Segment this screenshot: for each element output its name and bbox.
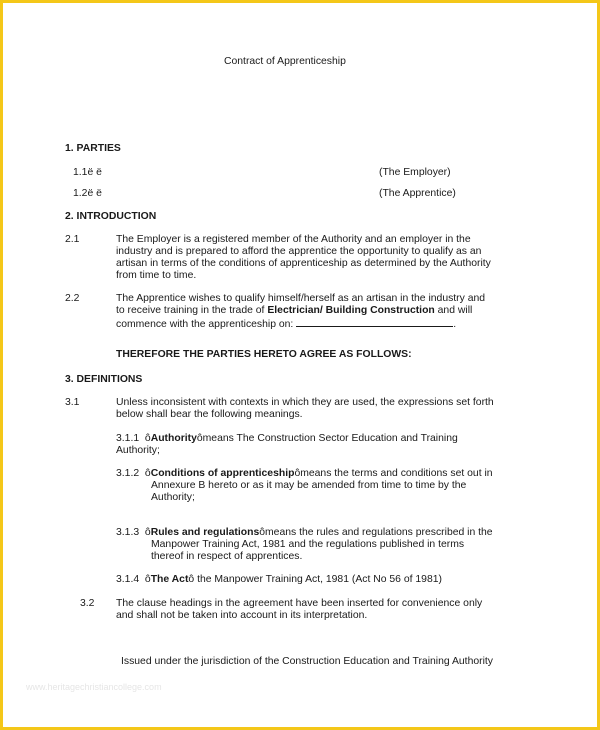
watermark: www.heritagechristiancollege.com	[26, 682, 162, 692]
definition-term: Rules and regulations	[150, 527, 260, 538]
definition-authority	[116, 433, 458, 445]
definition-text: ômeans The Construction Sector Education and Training	[196, 433, 458, 444]
definition-number: 3.1.3	[116, 527, 140, 538]
clause-3-1-line: Unless inconsistent with contexts in which they are used, the expressions set forth	[116, 397, 494, 408]
party-1-number: 1.1ë ë	[73, 167, 102, 178]
party-1-role: (The Employer)	[379, 167, 451, 178]
clause-2-2-line: The Apprentice wishes to qualify himself/herself as an artisan in the industry and	[116, 293, 486, 304]
quote-mark: ô	[144, 527, 151, 538]
clause-3-1-line: below shall bear the following meanings.	[116, 409, 303, 420]
clause-3-1-number: 3.1	[65, 397, 80, 408]
definition-rules	[116, 527, 493, 539]
clause-2-2-text: commence with the apprenticeship on:	[116, 319, 297, 330]
document-title: Contract of Apprenticeship	[224, 56, 346, 67]
definition-text-line: Authority;	[151, 492, 195, 503]
quote-mark: ô	[144, 468, 151, 479]
section-heading-parties: 1. PARTIES	[65, 143, 121, 154]
definition-number: 3.1.2	[116, 468, 140, 479]
clause-2-2-line	[116, 305, 472, 317]
clause-2-2-text: .	[453, 319, 457, 330]
definition-text-line: Annexure B hereto or as it may be amended from time to time by the	[151, 480, 467, 491]
commencement-date-blank[interactable]	[296, 317, 453, 327]
definition-text-line: Manpower Training Act, 1981 and the regulations published in terms	[151, 539, 465, 550]
definition-act	[116, 574, 442, 586]
quote-mark: ô	[144, 433, 151, 444]
clause-2-2-text: to receive training in the trade of	[116, 305, 268, 316]
issued-under-footer: Issued under the jurisdiction of the Construction Education and Training Authority	[121, 656, 493, 667]
clause-2-2-number: 2.2	[65, 293, 80, 304]
definition-number: 3.1.4	[116, 574, 140, 585]
definition-number: 3.1.1	[116, 433, 140, 444]
clause-2-1-number: 2.1	[65, 234, 80, 245]
document-page	[3, 3, 597, 727]
trade-name: Electrician/ Building Construction	[267, 305, 435, 316]
clause-3-2-line: and shall not be taken into account in its interpretation.	[116, 610, 368, 621]
definition-term: Conditions of apprenticeship	[150, 468, 295, 479]
clause-2-2-text: and will	[434, 305, 473, 316]
clause-3-2-number: 3.2	[80, 598, 95, 609]
clause-2-1-line: artisan in terms of the conditions of apprenticeship as determined by the Authority	[116, 258, 491, 269]
clause-2-1-line: from time to time.	[116, 270, 197, 281]
clause-2-1-line: The Employer is a registered member of the Authority and an employer in the	[116, 234, 471, 245]
definition-text: ômeans the rules and regulations prescribed in the	[259, 527, 493, 538]
definition-conditions	[116, 468, 493, 480]
agreement-statement: THEREFORE THE PARTIES HERETO AGREE AS FOLLOWS:	[116, 349, 412, 360]
definition-text: ô the Manpower Training Act, 1981 (Act No 56 of 1981)	[188, 574, 442, 585]
definition-text: ômeans the terms and conditions set out in	[294, 468, 493, 479]
definition-text-line: Authority;	[116, 445, 160, 456]
party-2-role: (The Apprentice)	[379, 188, 456, 199]
definition-text-line: thereof in respect of apprentices.	[151, 551, 303, 562]
party-2-number: 1.2ë ë	[73, 188, 102, 199]
clause-2-1-line: industry and is prepared to afford the apprentice the opportunity to qualify as an	[116, 246, 482, 257]
clause-2-2-line	[116, 317, 456, 331]
clause-3-2-line: The clause headings in the agreement have been inserted for convenience only	[116, 598, 483, 609]
section-heading-introduction: 2. INTRODUCTION	[65, 211, 157, 222]
section-heading-definitions: 3. DEFINITIONS	[65, 374, 143, 385]
definition-term: Authority	[150, 433, 197, 444]
definition-term: The Act	[150, 574, 189, 585]
quote-mark: ô	[144, 574, 151, 585]
